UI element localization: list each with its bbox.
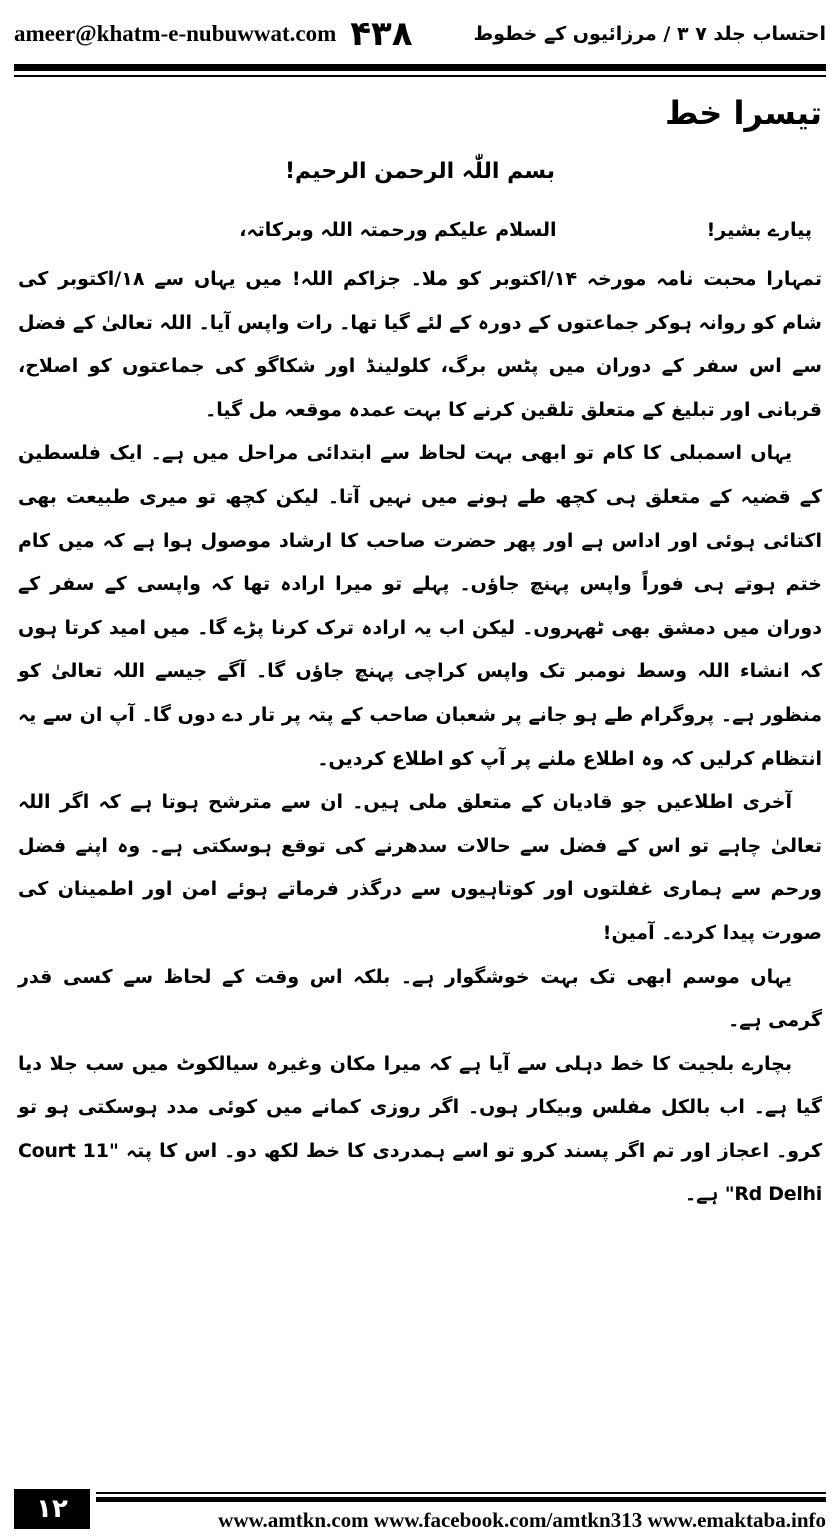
letter-greeting: السلام علیکم ورحمتہ اللہ وبرکاتہ، [239, 219, 557, 241]
basmala: بسم اللّٰہ الرحمن الرحیم! [284, 159, 556, 184]
section-title: تیسرا خط [665, 94, 822, 132]
header-rule-thin [14, 75, 826, 77]
header-left-group [14, 14, 413, 54]
footer-rule-thick [96, 1497, 826, 1502]
footer-page-number: ۱۲ [14, 1489, 90, 1529]
header-running-title: احتساب جلد ۷ ۳ / مرزائیوں کے خطوط [473, 23, 826, 45]
letter-body [18, 84, 822, 1217]
paragraph-2: یہاں اسمبلی کا کام تو ابھی بہت لحاظ سے ابتدائی مراحل میں ہے۔ ایک فلسطین کے قضیہ کے متعلق ہی کچھ طے ہونے میں نہیں آتا۔ لیکن کچھ تو میری طبیعت بھی اکتائی ہوئی اور اداس ہے اور پھر حضرت صاحب کا ارشاد موصول ہوا ہے کہ میں کام ختم ہوتے ہی فوراً واپس پہنچ جاؤں۔ پہلے تو میرا ارادہ تھا کہ واپسی کے سفر کے دوران میں دمشق بھی ٹھہروں۔ لیکن اب یہ ارادہ ترک کرنا پڑے گا۔ میں امید کرتا ہوں کہ انشاء اللہ وسط نومبر تک واپس کراچی پہنچ جاؤں گا۔ آگے جیسے اللہ تعالیٰ کو منظور ہے۔ پروگرام طے ہو جانے پر شعبان صاحب کے پتہ پر تار دے دوں گا۔ آپ ان سے یہ انتظام کرلیں کہ وہ اطلاع ملنے پر آپ کو اطلاع کردیں۔ [18, 442, 822, 770]
page-header [14, 14, 826, 54]
paragraph-4: یہاں موسم ابھی تک بہت خوشگوار ہے۔ بلکہ اس وقت کے لحاظ سے کسی قدر گرمی ہے۔ [18, 965, 822, 1032]
letter-address: پیارے بشیر! [706, 219, 812, 241]
paragraph-1: تمہارا محبت نامہ مورخہ ۱۴/اکتوبر کو ملا۔ جزاکم اللہ! میں یہاں سے ۱۸/اکتوبر کی شام کو روانہ ہوکر جماعتوں کے دورہ کے لئے گیا تھا۔ رات واپس آیا۔ اللہ تعالیٰ کے فضل سے اس سفر کے دوران میں پٹس برگ، کلولینڈ اور شکاگو کی جماعتوں کو اصلاح، قربانی اور تبلیغ کے متعلق تلقین کرنے کا بہت عمدہ موقعہ مل گیا۔ [18, 268, 822, 421]
footer-rule-thin [96, 1492, 826, 1494]
salutation-line [18, 202, 822, 258]
paragraph-5: بچارے بلجیت کا خط دہلی سے آیا ہے کہ میرا مکان وغیرہ سیالکوٹ میں سب جلا دیا گیا ہے۔ اب بالکل مفلس وبیکار ہوں۔ اگر روزی کمانے میں کوئی مدد ہوسکتی ہو تو کرو۔ اعجاز اور تم اگر پسند کرو تو اسے ہمدردی کا خط لکھ دو۔ اس کا پتہ "11 Court Rd Delhi" ہے۔ [18, 1052, 822, 1206]
paragraph-3: آخری اطلاعیں جو قادیان کے متعلق ملی ہیں۔ ان سے مترشح ہوتا ہے کہ اگر اللہ تعالیٰ چاہے تو اس کے فضل سے حالات سدھرنے کی توقع ہوسکتی ہے۔ وہ اپنے فضل ورحم سے ہماری غفلتوں اور کوتاہیوں سے درگذر فرماتے ہوئے امن اور اطمینان کی صورت پیدا کردے۔ آمین! [18, 791, 822, 944]
header-rule-thick [14, 64, 826, 71]
footer-links[interactable]: www.amtkn.com www.facebook.com/amtkn313 www.emaktaba.info [218, 1508, 826, 1532]
header-page-number: ۴۳۸ [350, 14, 413, 54]
header-email[interactable]: ameer@khatm-e-nubuwwat.com [14, 21, 337, 46]
